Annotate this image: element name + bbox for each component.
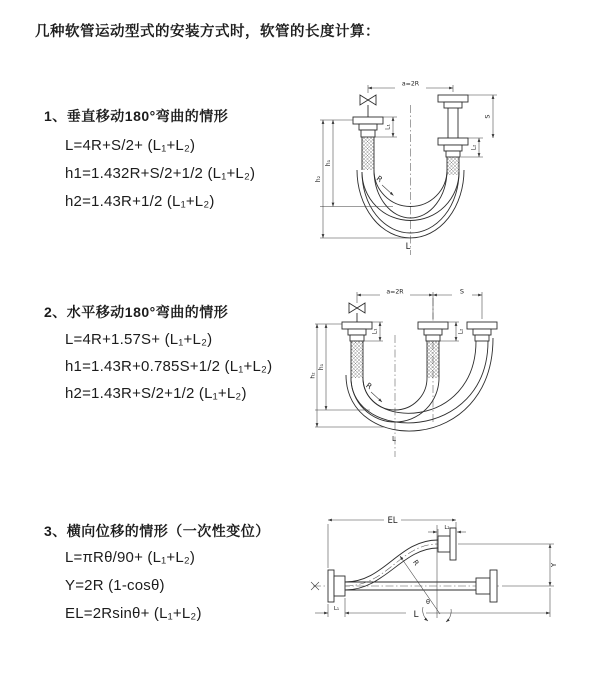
- diagram-horizontal-180-bend: [310, 283, 595, 463]
- right-flange: [438, 95, 468, 157]
- section-2-formula-h2: h2=1.43R+S/2+1/2 (L₁+L₂): [65, 385, 247, 402]
- left-braided-hose: [362, 137, 374, 170]
- section-3-formula-Y: Y=2R (1-cosθ): [65, 577, 165, 594]
- dim-label-h1: h₁: [318, 363, 325, 371]
- right-flange-original: [476, 570, 497, 602]
- diagram-vertical-180-bend: [315, 75, 585, 260]
- dim-label-theta: θ: [426, 598, 430, 606]
- dim-label-r: R: [410, 558, 421, 568]
- dimension-lines: [315, 292, 482, 427]
- dim-label-l2: L₂: [444, 525, 450, 531]
- dim-label-a2r: a=2R: [386, 288, 404, 296]
- dim-label-h1: h₁: [325, 159, 332, 167]
- section-2-formula-h1: h1=1.43R+0.785S+1/2 (L₁+L₂): [65, 358, 273, 375]
- section-3-formula-L: L=πRθ/90+ (L₁+L₂): [65, 549, 196, 566]
- section-3-heading: 3、横向位移的情形（一次性变位）: [44, 523, 270, 539]
- valve-icon: [360, 95, 376, 117]
- dim-label-r: R: [364, 380, 374, 392]
- section-2-heading: 2、水平移动180°弯曲的情形: [44, 304, 229, 320]
- dim-label-s: S: [483, 114, 492, 119]
- page-title: 几种软管运动型式的安装方式时，软管的长度计算：: [35, 24, 380, 40]
- left-flange: [342, 322, 372, 341]
- dim-label-l: L: [392, 435, 396, 443]
- section-1-formula-h2: h2=1.43R+1/2 (L₁+L₂): [65, 193, 215, 210]
- right-braided-hose: [447, 157, 459, 175]
- left-braided-hose: [351, 341, 363, 378]
- dimension-lines: [315, 520, 554, 622]
- dim-label-y: Y: [550, 562, 558, 568]
- dim-label-r: R: [374, 173, 385, 185]
- left-flange: [328, 570, 345, 602]
- dim-label-l1: L₁: [371, 328, 379, 335]
- dim-label-el: EL: [387, 516, 398, 526]
- dim-label-l2: L₂: [470, 144, 478, 151]
- right-flange-displaced: [438, 528, 456, 560]
- diagram-lateral-displacement: [300, 500, 600, 642]
- dim-label-l: L: [413, 610, 419, 620]
- right-flange-displaced: [467, 322, 497, 341]
- dim-label-s: S: [459, 287, 465, 296]
- section-2-formula-L: L=4R+1.57S+ (L₁+L₂): [65, 331, 213, 348]
- middle-braided-hose: [427, 341, 439, 378]
- dim-label-h2: h₂: [310, 372, 317, 379]
- left-flange: [353, 117, 383, 137]
- valve-icon: [349, 303, 365, 322]
- section-1-formula-h1: h1=1.432R+S/2+1/2 (L₁+L₂): [65, 165, 256, 182]
- dim-label-h2: h₂: [315, 175, 322, 183]
- section-3-formula-EL: EL=2Rsinθ+ (L₁+L₂): [65, 605, 202, 622]
- dim-label-l: L: [405, 242, 411, 252]
- hose-displaced-position: [345, 540, 438, 590]
- dim-label-a2r: a=2R: [401, 80, 420, 88]
- dimension-lines: [320, 85, 497, 238]
- dim-label-l2: L₂: [457, 328, 465, 335]
- section-1-formula-L: L=4R+S/2+ (L₁+L₂): [65, 137, 196, 154]
- section-1-heading: 1、垂直移动180°弯曲的情形: [44, 108, 229, 124]
- dim-label-l1: L₁: [384, 124, 392, 130]
- middle-flange: [418, 322, 448, 341]
- dim-label-l1: L₁: [333, 606, 340, 612]
